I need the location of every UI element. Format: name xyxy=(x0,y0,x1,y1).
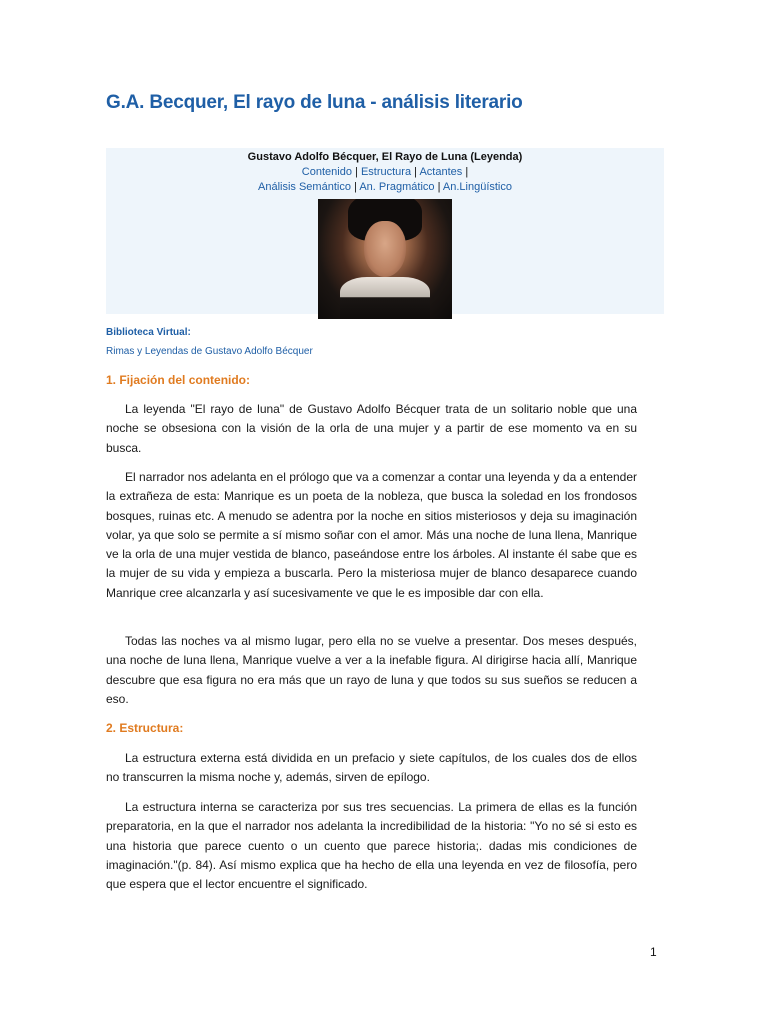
header-box xyxy=(106,148,664,314)
section-heading-estructura: 2. Estructura: xyxy=(106,721,184,735)
nav-separator: | xyxy=(437,181,441,193)
nav-link-estructura[interactable]: Estructura xyxy=(360,166,412,178)
portrait-face xyxy=(364,221,406,277)
nav-separator: | xyxy=(355,166,358,178)
nav-link-an-linguistico[interactable]: An.Lingüístico xyxy=(442,181,512,193)
nav-separator: | xyxy=(354,181,357,193)
nav-row-2 xyxy=(106,180,664,195)
biblioteca-link[interactable]: Rimas y Leyendas de Gustavo Adolfo Bécquer xyxy=(106,346,313,357)
nav-link-analisis-semantico[interactable]: Análisis Semántico xyxy=(258,181,351,193)
nav-separator: | xyxy=(414,166,417,178)
nav-separator: | xyxy=(465,166,469,178)
paragraph: La leyenda "El rayo de luna" de Gustavo Adolfo Bécquer trata de un solitario noble que una noche se obsesiona con la visión de la orla de una mujer y a partir de ese momento va en su busca. xyxy=(106,402,637,455)
page-number: 1 xyxy=(650,945,657,959)
author-portrait xyxy=(318,199,452,319)
paragraph: La estructura externa está dividida en un prefacio y siete capítulos, de los cuales dos de ellos no transcurren la misma noche y, además, sirven de epílogo. xyxy=(106,751,637,785)
page-title: G.A. Becquer, El rayo de luna - análisis literario xyxy=(106,92,523,113)
paragraph: Todas las noches va al mismo lugar, pero ella no se vuelve a presentar. Dos meses después, una noche de luna llena, Manrique vuelve a ver a la inefable figura. Al dirigirse hacia allí, Manrique descubre que esa figura no era más que un rayo de luna y que todos su sus sueños se reducen a eso. xyxy=(106,634,637,706)
nav-row-1 xyxy=(106,165,664,180)
paragraph: El narrador nos adelanta en el prólogo que va a comenzar a contar una leyenda y da a entender la extrañeza de esta: Manrique es un poeta de la nobleza, que busca la soledad en los frondosos bosques, ruinas etc. A menudo se adentra por la noche en sitios misteriosos y deja su imaginación volar, ya que solo se permite a sí mismo soñar con el amor. Más una noche de luna llena, Manrique ve la orla de una mujer vestida de blanco, paseándose entre los árboles. Al instante él sabe que es la mujer de su vida y empieza a buscarla. Pero la misteriosa mujer de blanco desaparece cuando Manrique cree alcanzarla y así sucesivamente ve que le es imposible dar con ella. xyxy=(106,470,637,600)
paragraph: La estructura interna se caracteriza por sus tres secuencias. La primera de ellas es la función preparatoria, en la que el narrador nos adelanta la incredibilidad de la historia: "Yo no sé si esto es una historia que parece cuento o un cuento que parece historia;. dadas mis condiciones de imaginación."(p. 84). Así mismo explica que ha hecho de ella una leyenda en vez de filosofía, pero que espera que el lector encuentre el significado. xyxy=(106,800,637,892)
nav-link-contenido[interactable]: Contenido xyxy=(301,166,352,178)
portrait-collar xyxy=(340,277,430,319)
nav-link-actantes[interactable]: Actantes xyxy=(419,166,463,178)
header-box-title: Gustavo Adolfo Bécquer, El Rayo de Luna (Leyenda) xyxy=(247,151,523,163)
biblioteca-label: Biblioteca Virtual: xyxy=(106,327,191,338)
section-heading-fijacion: 1. Fijación del contenido: xyxy=(106,373,251,387)
nav-link-an-pragmatico[interactable]: An. Pragmático xyxy=(359,181,435,193)
